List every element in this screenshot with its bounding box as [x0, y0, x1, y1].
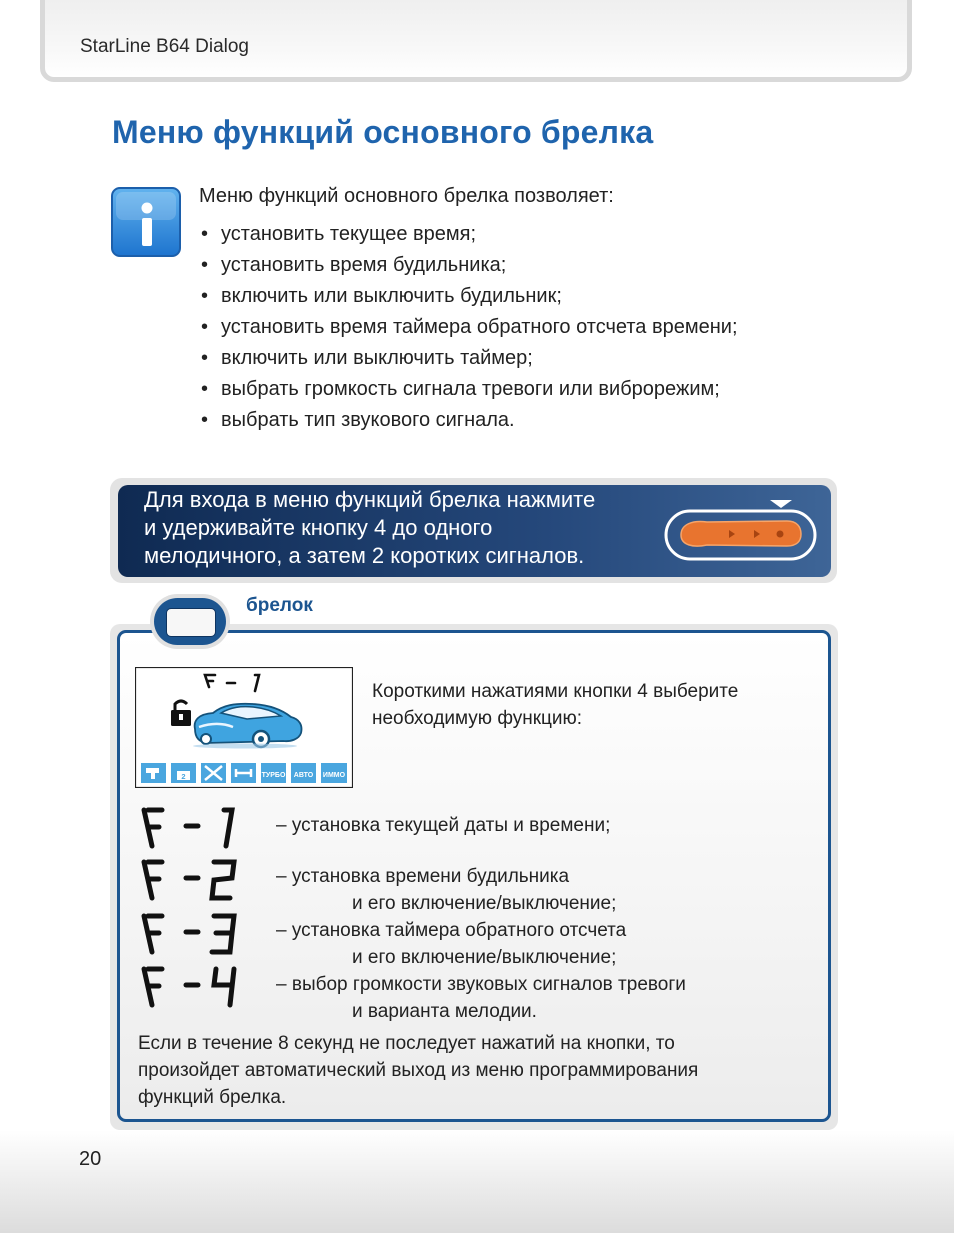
function-description: – выбор громкости звуковых сигналов тревоги	[276, 974, 686, 995]
keyfob-screen-icon	[166, 608, 216, 637]
feature-list	[201, 219, 738, 436]
key-fob-button-icon	[663, 495, 818, 565]
banner-line: и удерживайте кнопку 4 до одного	[144, 515, 493, 540]
lcd-display	[135, 667, 353, 788]
function-code-f2	[140, 858, 240, 902]
function-code-f1	[140, 806, 240, 850]
lcd-icon-label: ТУРБО	[261, 772, 286, 779]
list-item: • включить или выключить таймер;	[201, 347, 533, 369]
banner-line: Для входа в меню функций брелка нажмите	[144, 487, 596, 512]
lcd-small-digit: 2	[181, 772, 186, 781]
function-description: и варианта мелодии.	[352, 1001, 537, 1022]
function-description: и его включение/выключение;	[352, 947, 617, 968]
function-description: – установка текущей даты и времени;	[276, 815, 611, 836]
list-item: • установить время таймера обратного отсчета времени;	[201, 316, 738, 338]
panel-instruction: Короткими нажатиями кнопки 4 выберите необходимую функцию:	[372, 681, 739, 729]
page-background-shade	[0, 1130, 954, 1233]
page-number: 20	[79, 1148, 102, 1170]
banner-line: мелодичного, а затем 2 коротких сигналов.	[144, 543, 585, 568]
page-title: Меню функций основного брелка	[112, 114, 654, 150]
function-description: – установка таймера обратного отсчета	[276, 920, 627, 941]
info-intro: Меню функций основного брелка позволяет:	[199, 185, 614, 207]
timeout-note: Если в течение 8 секунд не последует нажатий на кнопки, то произойдет автоматический выход из меню программирования функций брелка.	[138, 1033, 699, 1108]
list-item: • установить текущее время;	[201, 223, 477, 245]
panel-tab-label: брелок	[246, 595, 313, 616]
info-icon	[111, 187, 181, 257]
list-item: • выбрать громкость сигнала тревоги или виброрежим;	[201, 378, 720, 400]
function-description: и его включение/выключение;	[352, 893, 617, 914]
list-item: • включить или выключить будильник;	[201, 285, 562, 307]
list-item: • установить время будильника;	[201, 254, 507, 276]
function-description: – установка времени будильника	[276, 866, 570, 887]
list-item: • выбрать тип звукового сигнала.	[201, 409, 515, 431]
function-code-f3	[140, 912, 240, 956]
lcd-icon-label: ИММО	[322, 772, 346, 779]
function-code-f4	[140, 965, 240, 1009]
lcd-icon-label: АВТО	[293, 772, 314, 779]
header-title: StarLine B64 Dialog	[80, 36, 249, 57]
